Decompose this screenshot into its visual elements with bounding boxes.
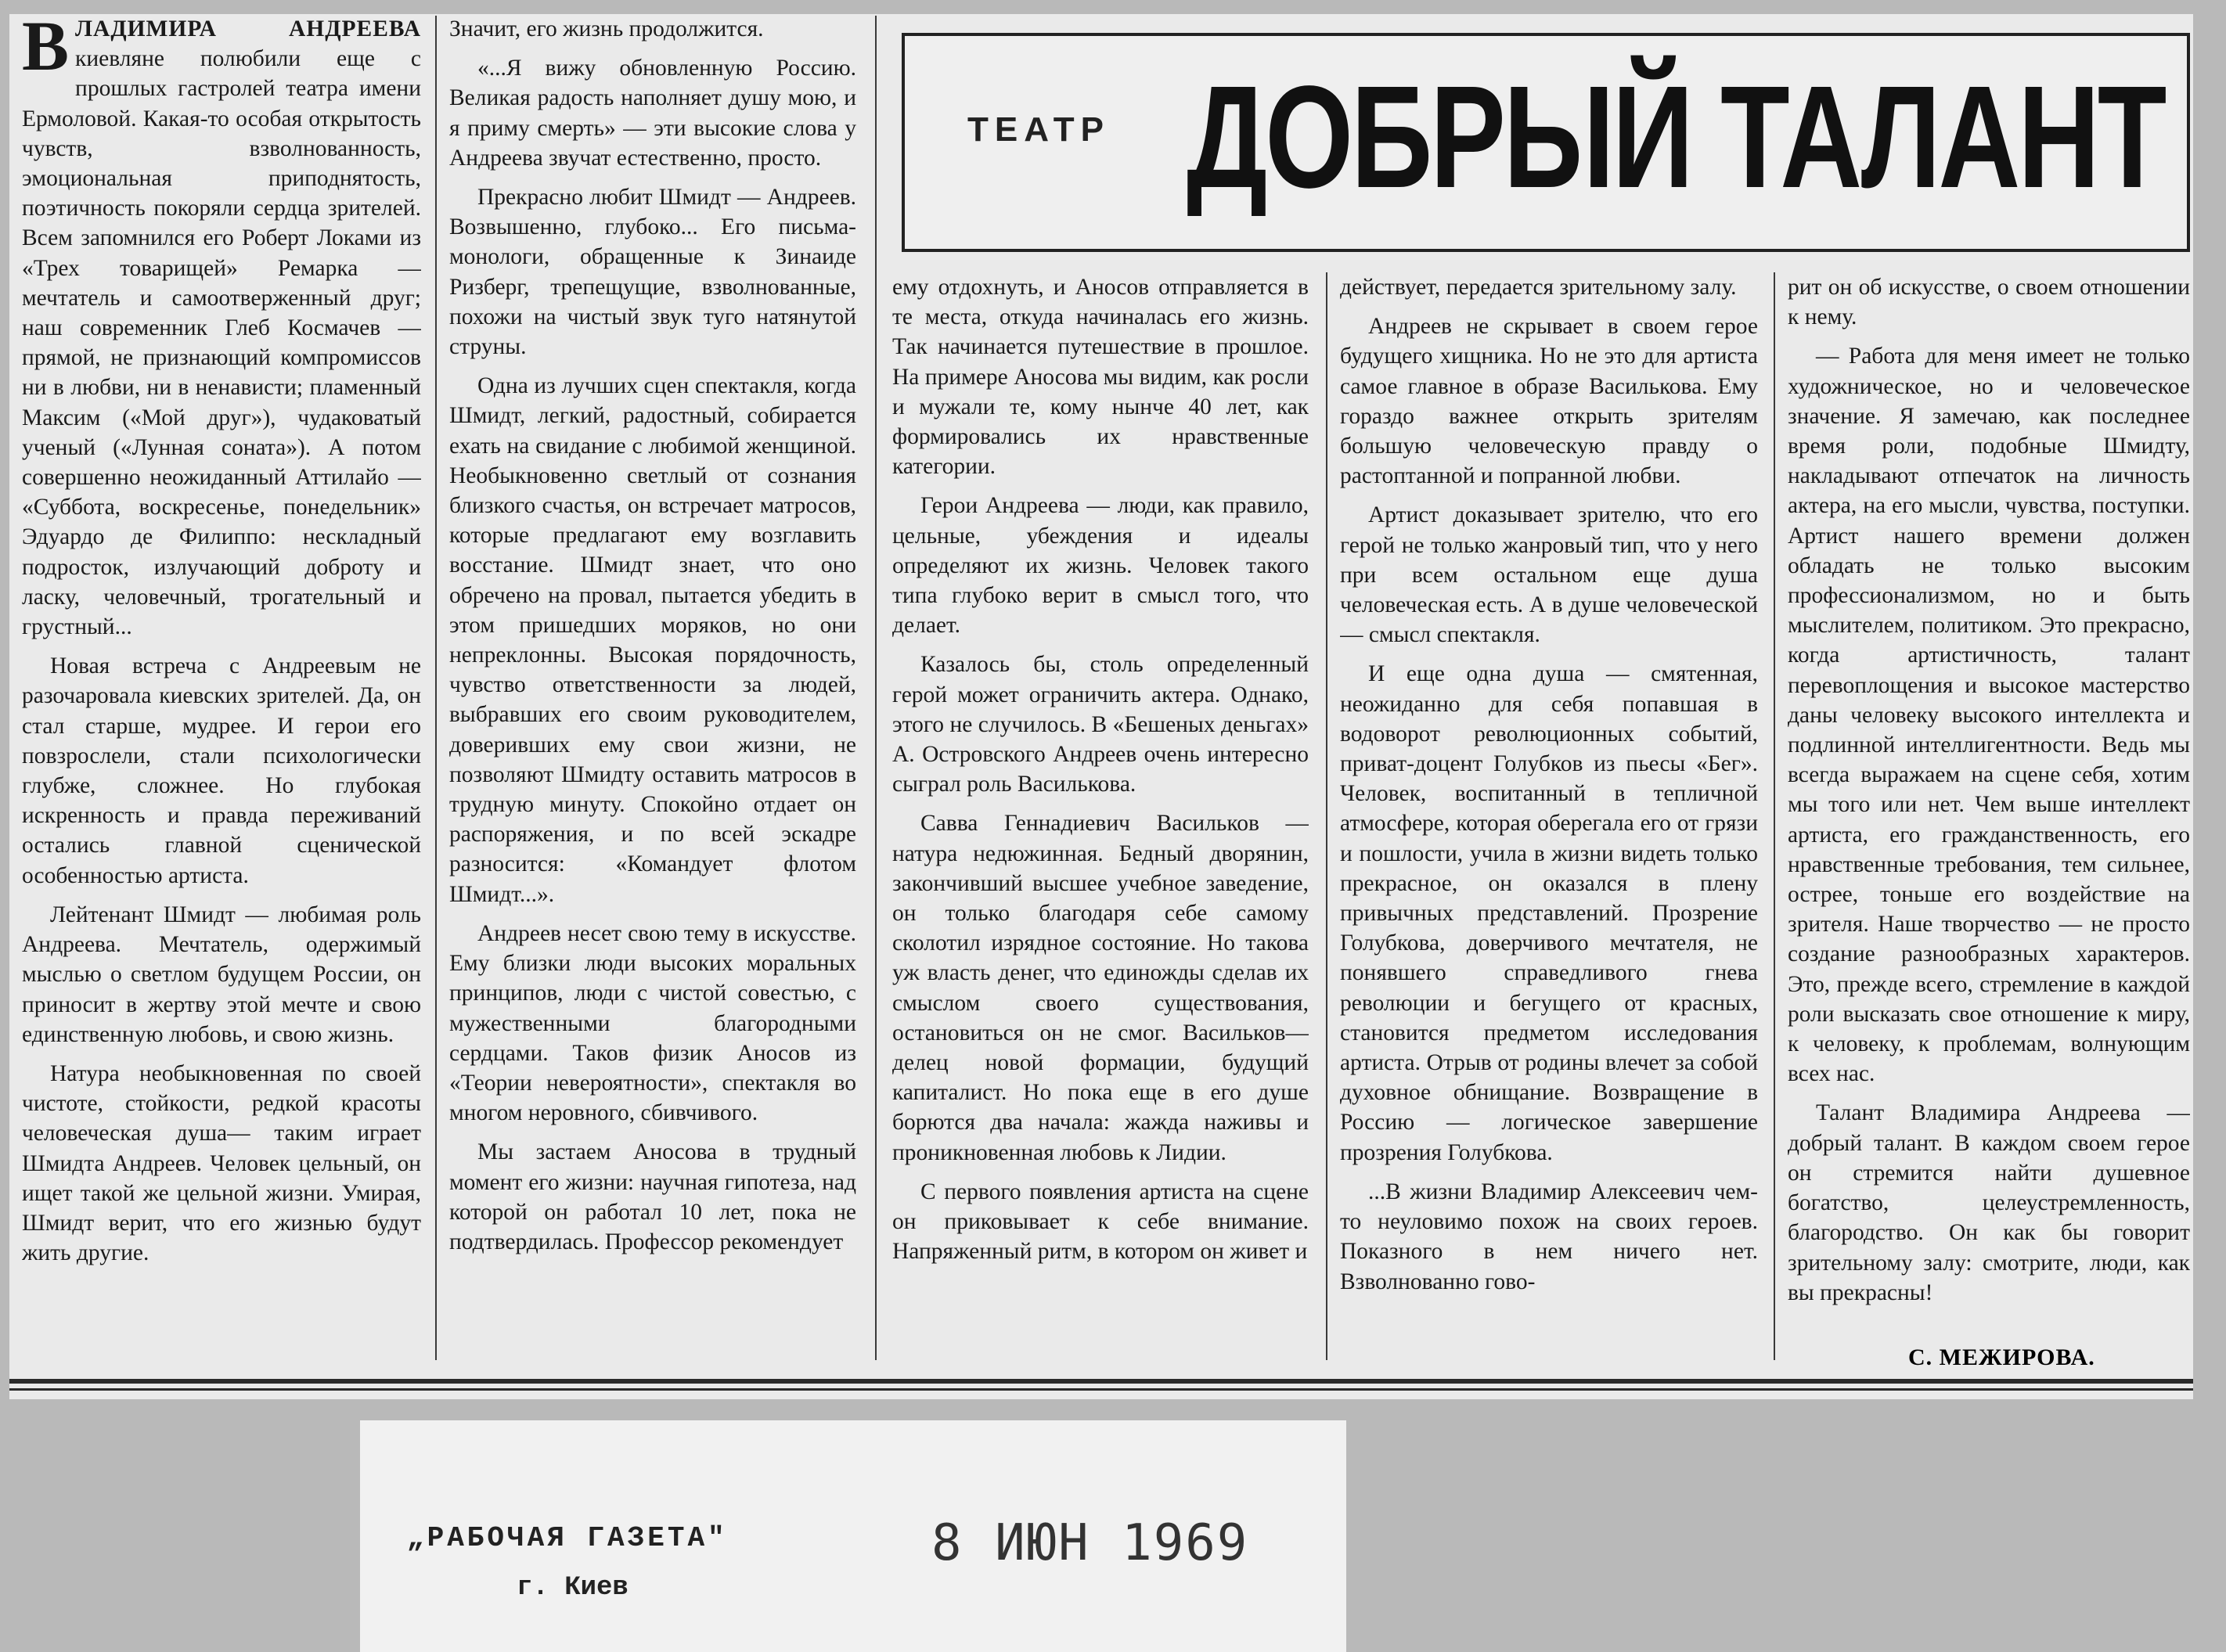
paragraph: Прекрасно любит Шмидт — Андреев. Возвышенно, глубоко... Его письма-монологи, обращенные к Зинаиде Ризберг, трепещущие, взволнованные, похожи на чистый звук туго натянутой струны. xyxy=(449,185,856,360)
paragraph: Андреев несет свою тему в искусстве. Ему близки люди высоких моральных принципов, люди с чистой совестью, с мужественными благородными сердцами. Таков физик Аносов из «Теории невероятности», спектакля во многом неровного, сбивчивого. xyxy=(449,920,856,1126)
drop-cap: В xyxy=(22,14,70,85)
paragraph: — Работа для меня имеет не только художническое, но и человеческое значение. Я замечаю, как последнее время роли, подобные Шмидту, накладывают отпечаток на личность актера, на его мысли, чувства, поступки. Артист нашего времени должен обладать не только высоким профессионализмом, но и быть мыслителем, политиком. Это прекрасно, когда артистичность, талант перевоплощения и высокое мастерство даны человеку высокого интеллекта и подлинной интеллигентности. Ведь мы всегда выражаем на сцене себя, хотим мы того или нет. Чем выше интеллект артиста, его гражданственность, его нравственные требования, тем сильнее, острее, тоньше его воздействие на зрителя. Наше творчество — не просто создание разнообразных характеров. Это, прежде всего, стремление в каждой роли высказать свое отношение к миру, к человеку, к проблемам, волнующим всех нас. xyxy=(1788,344,2190,1087)
paragraph: «...Я вижу обновленную Россию. Великая радость наполняет душу мою, и я приму смерть» — эти высокие слова у Андреева звучат естественно, просто. xyxy=(449,56,856,171)
paragraph: Герои Андреева — люди, как правило, цельные, убеждения и идеалы определяют их жизнь. Человек такого типа глубоко верит в смысл того, что делает. xyxy=(892,493,1309,639)
column-divider xyxy=(1326,272,1327,1360)
paragraph: Андреев не скрывает в своем герое будущего хищника. Но не это для артиста самое главное в образе Василькова. Ему гораздо важнее открыть зрителям большую человеческую правду о растоптанной и попранной любви. xyxy=(1340,314,1758,489)
byline-name: ЛАДИМИРА АНДРЕЕВА xyxy=(75,16,421,41)
paragraph: Савва Геннадиевич Васильков — натура недюжинная. Бедный дворянин, закончивший высшее учебное заведение, он только благодаря себе самому сколотил изрядное состояние. Но такова уж власть денег, что единожды сделав их смыслом своего существования, остановиться он не смог. Васильков— делец новой формации, будущий капиталист. Но пока еще в его душе борются два начала: жажда наживы и проникновенная любовь к Лидии. xyxy=(892,811,1309,1165)
paragraph: рит он об искусстве, о своем отношении к нему. xyxy=(1788,275,2190,330)
author-signature: С. МЕЖИРОВА. xyxy=(1908,1344,2095,1370)
paragraph: Значит, его жизнь продолжится. xyxy=(449,16,764,41)
paragraph: Лейтенант Шмидт — любимая роль Андреева. Мечтатель, одержимый мыслью о светлом будущем России, он приносит в жертву этой мечте и свою единственную любовь, и свою жизнь. xyxy=(22,902,421,1047)
bottom-rule xyxy=(9,1388,2193,1391)
paragraph: Одна из лучших сцен спектакля, когда Шмидт, легкий, радостный, собирается ехать на свидание с любимой женщиной. Необыкновенно светлый от сознания близкого счастья, он встречает матросов, которые предлагают ему возглавить восстание. Шмидт знает, что оно обречено на провал, пытается убедить в этом пришедших моряков, но они непреклонны. Высокая порядочность, чувство ответственности за людей, выбравших его своим руководителем, доверивших ему свои жизни, не позволяют Шмидту оставить матросов в трудную минуту. Спокойно отдает он распоряжения, и по всей эскадре разносится: «Командует флотом Шмидт...». xyxy=(449,373,856,907)
headline-title: ДОБРЫЙ ТАЛАНТ xyxy=(1187,56,2165,218)
paragraph: Натура необыкновенная по своей чистоте, стойкости, редкой красоты человеческая душа— таким играет Шмидта Андреев. Человек цельный, он ищет такой же цельной жизни. Умирая, Шмидт верит, что его жизнью будут жить другие. xyxy=(22,1060,421,1266)
rubric-label: ТЕАТР xyxy=(967,110,1111,149)
lead-paragraph xyxy=(22,14,421,642)
paragraph: Казалось бы, столь определенный герой может ограничить актера. Однако, этого не случилось. В «Бешеных деньгах» А. Островского Андреев очень интересно сыграл роль Василькова. xyxy=(892,652,1309,797)
article-column-3 xyxy=(892,272,1309,1276)
article-column-4 xyxy=(1340,272,1758,1306)
paragraph: действует, передается зрительному залу. xyxy=(1340,275,1737,300)
paragraph: И еще одна душа — смятенная, неожиданно для себя попавшая в водоворот революционных событий, приват-доцент Голубков из пьесы «Бег». Человек, воспитанный в тепличной атмосфере, которая оберегала его от грязи и пошлости, учила в жизни видеть только прекрасное, он оказался в плену привычных представлений. Прозрение Голубкова, доверчивого мечтателя, не понявшего справедливого гнева революции и бегущего от красных, становится предметом исследования артиста. Отрыв от родины влечет за собой духовное обнищание. Возвращение в Россию — логическое завершение прозрения Голубкова. xyxy=(1340,661,1758,1165)
city-stamp: г. Киев xyxy=(517,1573,629,1603)
headline-box xyxy=(902,33,2190,252)
newspaper-name-stamp: „РАБОЧАЯ ГАЗЕТА" xyxy=(407,1522,728,1554)
bottom-rule xyxy=(9,1379,2193,1384)
column-divider xyxy=(435,16,437,1360)
column-divider xyxy=(1774,272,1775,1360)
paragraph: ...В жизни Владимир Алексеевич чем-то неуловимо похож на своих героев. Показного в нем ничего нет. Взволнованно гово- xyxy=(1340,1179,1758,1294)
paragraph: Мы застаем Аносова в трудный момент его жизни: научная гипотеза, над которой он работал 10 лет, пока не подтвердилась. Профессор рекомендует xyxy=(449,1139,856,1254)
archive-stamp-card xyxy=(360,1420,1346,1652)
column-divider xyxy=(875,16,877,1360)
article-column-2 xyxy=(449,14,856,1266)
paragraph: С первого появления артиста на сцене он приковывает к себе внимание. Напряженный ритм, в котором он живет и xyxy=(892,1179,1309,1265)
paragraph: Талант Владимира Андреева — добрый талант. В каждом своем герое он стремится найти душевное богатство, целеустремленность, благородство. Он как бы говорит зрительному залу: смотрите, люди, как вы прекрасны! xyxy=(1788,1100,2190,1305)
paragraph: Новая встреча с Андреевым не разочаровала киевских зрителей. Да, он стал старше, мудрее. И герои его повзрослели, стали психологически глубже, сложнее. Но глубокая искренность и правда переживаний остались главной сценической особенностью артиста. xyxy=(22,653,421,888)
date-stamp: 8 ИЮН 1969 xyxy=(931,1514,1249,1572)
article-column-1 xyxy=(22,14,421,1277)
paragraph: Артист доказывает зрителю, что его герой не только жанровый тип, что у него при всем остальном еще душа человеческая есть. А в душе человеческой — смысл спектакля. xyxy=(1340,502,1758,648)
article-column-5 xyxy=(1788,272,2190,1341)
paragraph: ему отдохнуть, и Аносов отправляется в те места, откуда начиналась его жизнь. Так начинается путешествие в прошлое. На примере Аносова мы видим, как росли и мужали те, кому нынче 40 лет, как формировались их нравственные категории. xyxy=(892,275,1309,480)
paragraph: киевляне полюбили еще с прошлых гастролей театра имени Ермоловой. Какая-то особая открытость чувств, взволнованность, эмоциональная приподнятость, поэтичность покоряли сердца зрителей. Всем запомнился его Роберт Локами из «Трех товарищей» Ремарка — мечтатель и самоотверженный друг; наш современник Глеб Космачев — прямой, не признающий компромиссов ни в любви, ни в ненависти; пламенный Максим («Мой друг»), чудаковатый ученый («Лунная соната»). А потом совершенно неожиданный Аттилайо — «Суббота, воскресенье, понедельник» Эдуардо де Филиппо: нескладный подросток, излучающий доброту и ласку, человечный, трогательный и грустный... xyxy=(22,46,421,640)
